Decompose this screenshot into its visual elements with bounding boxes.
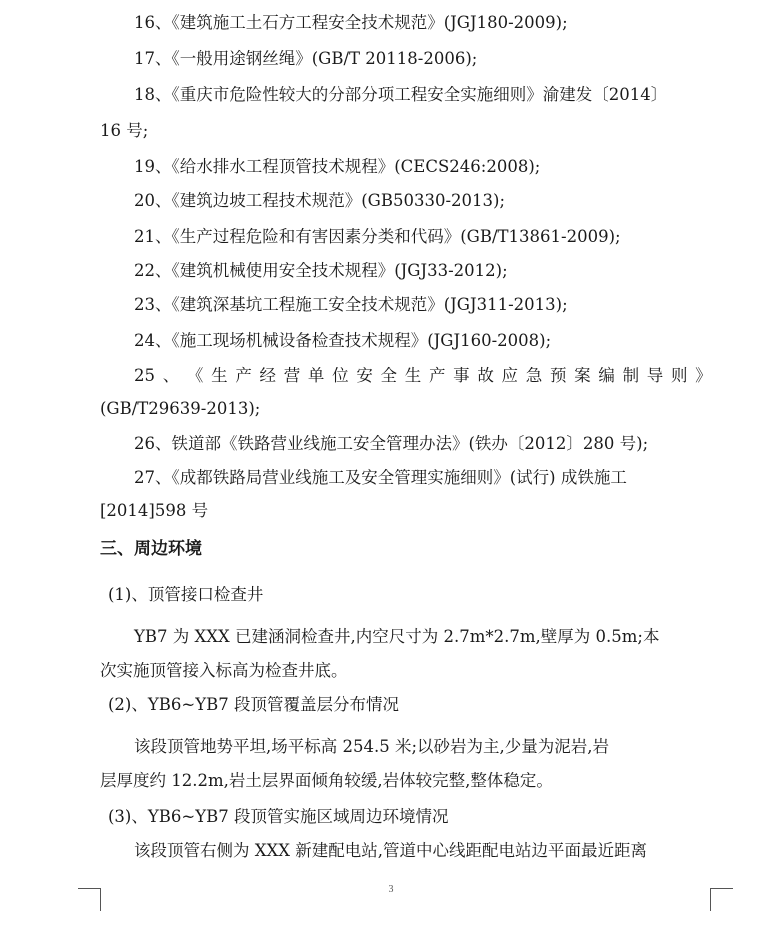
text-char: 预: [549, 366, 567, 385]
text-char: 《: [186, 366, 204, 385]
subsection-1-para-line1: YB7 为 XXX 已建涵洞检查井,内空尺寸为 2.7m*2.7m,壁厚为 0.5m;本: [134, 627, 660, 646]
subsection-1-title: (1)、顶管接口检查井: [108, 585, 264, 604]
list-item-27-line2: [2014]598 号: [100, 501, 209, 520]
text-char: 导: [646, 366, 664, 385]
subsection-2-title: (2)、YB6~YB7 段顶管覆盖层分布情况: [108, 695, 399, 714]
section-heading: 三、周边环境: [100, 539, 202, 559]
text-char: 急: [525, 366, 543, 385]
text-char: 单: [307, 366, 325, 385]
subsection-2-para-line1: 该段顶管地势平坦,场平标高 254.5 米;以砂岩为主,少量为泥岩,岩: [134, 737, 610, 756]
list-item-27-line1: 27、《成都铁路局营业线施工及安全管理实施细则》(试行) 成铁施工: [134, 468, 627, 487]
subsection-3-title: (3)、YB6~YB7 段顶管实施区域周边环境情况: [108, 807, 449, 826]
list-item-22: 22、《建筑机械使用安全技术规程》(JGJ33-2012);: [134, 261, 508, 280]
text-char: 安: [356, 366, 373, 385]
list-item-25-line1: [134, 365, 712, 387]
list-item-24: 24、《施工现场机械设备检查技术规程》(JGJ160-2008);: [134, 331, 552, 350]
page-number: 3: [388, 884, 394, 895]
text-char: 故: [477, 366, 494, 385]
subsection-1-para-line2: 次实施顶管接入标高为检查井底。: [100, 661, 348, 680]
subsection-3-para-line1: 该段顶管右侧为 XXX 新建配电站,管道中心线距配电站边平面最近距离: [134, 841, 647, 860]
text-char: 生: [211, 366, 228, 385]
text-char: 则: [670, 366, 688, 385]
text-char: 事: [453, 366, 470, 385]
text-char: 产: [428, 366, 446, 385]
text-char: 编: [598, 366, 615, 385]
list-item-19: 19、《给水排水工程顶管技术规程》(CECS246:2008);: [134, 157, 541, 176]
text-char: 应: [501, 366, 519, 385]
list-item-20: 20、《建筑边坡工程技术规范》(GB50330-2013);: [134, 191, 506, 210]
text-char: 、: [162, 366, 180, 385]
list-item-18-line1: 18、《重庆市危险性较大的分部分项工程安全实施细则》渝建发〔2014〕: [134, 85, 668, 104]
text-char: 营: [283, 366, 301, 385]
list-item-25-line2: (GB/T29639-2013);: [100, 399, 261, 418]
list-item-17: 17、《一般用途钢丝绳》(GB/T 20118-2006);: [134, 49, 478, 68]
text-char: 25: [134, 366, 155, 385]
text-char: 全: [380, 366, 398, 385]
list-item-21: 21、《生产过程危险和有害因素分类和代码》(GB/T13861-2009);: [134, 227, 621, 246]
text-char: 生: [404, 366, 422, 385]
list-item-18-line2: 16 号;: [100, 121, 149, 140]
text-char: 案: [574, 366, 591, 385]
subsection-2-para-line2: 层厚度约 12.2m,岩土层界面倾角较缓,岩体较完整,整体稳定。: [100, 771, 553, 790]
text-char: 产: [235, 366, 252, 385]
list-item-26: 26、铁道部《铁路营业线施工安全管理办法》(铁办〔2012〕280 号);: [134, 434, 649, 453]
text-char: 位: [332, 366, 349, 385]
text-char: 经: [259, 366, 277, 385]
list-item-23: 23、《建筑深基坑工程施工安全技术规范》(JGJ311-2013);: [134, 295, 568, 314]
text-char: 》: [695, 366, 712, 385]
text-char: 制: [622, 366, 640, 385]
list-item-16: 16、《建筑施工土石方工程安全技术规范》(JGJ180-2009);: [134, 13, 568, 32]
